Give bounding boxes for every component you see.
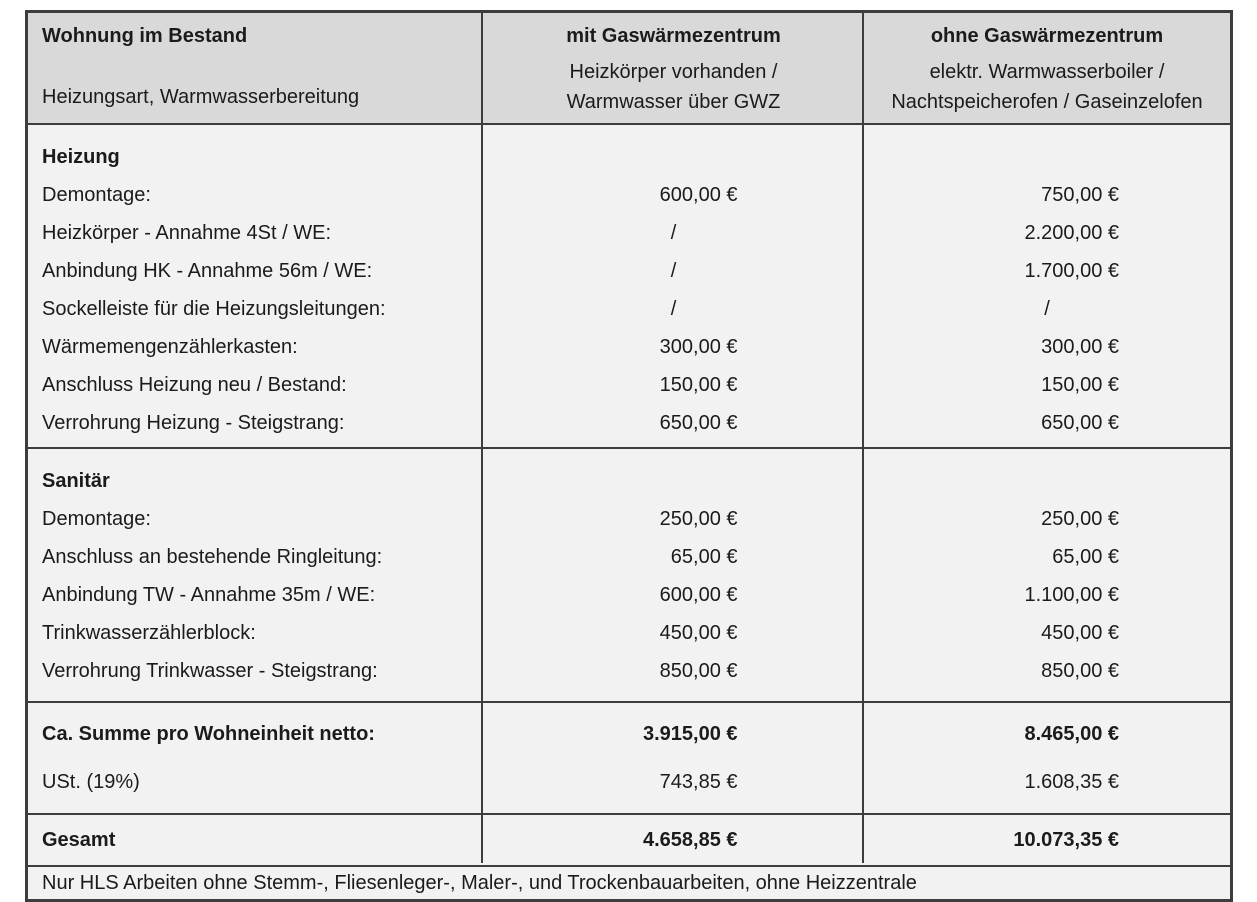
value-mit-gwz: 650,00 € <box>659 411 738 434</box>
table-row <box>28 652 1230 690</box>
total-row <box>28 815 1230 865</box>
value-ohne-gwz: 2.200,00 € <box>1024 221 1119 244</box>
footnote: Nur HLS Arbeiten ohne Stemm-, Fliesenleger-, Maler-, und Trockenbauarbeiten, ohne Heizzentrale <box>28 865 1230 899</box>
column-divider <box>481 13 483 863</box>
table-row <box>28 404 1230 442</box>
value-ohne-gwz: 300,00 € <box>1041 335 1119 358</box>
value-mit-gwz: 743,85 € <box>659 770 738 793</box>
vat-row <box>28 758 1230 806</box>
row-label: Anbindung TW - Annahme 35m / WE: <box>42 583 376 606</box>
value-mit-gwz: 450,00 € <box>659 621 738 644</box>
header-title-mit-gwz: mit Gaswärmezentrum <box>566 25 781 47</box>
value-mit-gwz: / <box>670 221 677 244</box>
row-label: Anschluss an bestehende Ringleitung: <box>42 545 383 568</box>
row-label: Sockelleiste für die Heizungsleitungen: <box>42 297 386 320</box>
value-ohne-gwz: 750,00 € <box>1041 183 1119 206</box>
header-subtitle-ohne-gwz <box>868 57 1226 117</box>
value-ohne-gwz: 65,00 € <box>1052 545 1119 568</box>
value-ohne-gwz: 8.465,00 € <box>1024 722 1119 745</box>
table-header-row <box>28 13 1230 123</box>
section-gesamt <box>28 813 1230 865</box>
value-mit-gwz: 4.658,85 € <box>642 828 738 851</box>
row-label: Gesamt <box>42 828 116 851</box>
value-ohne-gwz: 150,00 € <box>1041 373 1119 396</box>
row-label: Verrohrung Trinkwasser - Steigstrang: <box>42 659 378 682</box>
value-mit-gwz: 300,00 € <box>659 335 738 358</box>
header-title-ohne-gwz: ohne Gaswärmezentrum <box>930 25 1164 47</box>
value-ohne-gwz: 1.608,35 € <box>1024 770 1119 793</box>
section-summary <box>28 701 1230 813</box>
table-row <box>28 176 1230 214</box>
row-label: Wärmemengenzählerkasten: <box>42 335 298 358</box>
section-title-row <box>28 462 1230 500</box>
table-row <box>28 614 1230 652</box>
value-mit-gwz: 250,00 € <box>659 507 738 530</box>
value-mit-gwz: 3.915,00 € <box>642 722 738 745</box>
header-subtitle-mit-gwz <box>487 57 860 117</box>
value-mit-gwz: 600,00 € <box>659 183 738 206</box>
value-ohne-gwz: 450,00 € <box>1041 621 1119 644</box>
section-title-row <box>28 138 1230 176</box>
row-label: Anbindung HK - Annahme 56m / WE: <box>42 259 373 282</box>
value-mit-gwz: 850,00 € <box>659 659 738 682</box>
value-ohne-gwz: 10.073,35 € <box>1013 828 1119 851</box>
header-subtitle-bestand: Heizungsart, Warmwasserbereitung <box>42 86 360 108</box>
value-ohne-gwz: 250,00 € <box>1041 507 1119 530</box>
section-title-sanitaer: Sanitär <box>42 469 110 492</box>
netto-sum-row <box>28 710 1230 758</box>
table-row <box>28 290 1230 328</box>
value-mit-gwz: / <box>670 297 677 320</box>
header-title-bestand: Wohnung im Bestand <box>42 25 248 47</box>
row-label: USt. (19%) <box>42 770 140 793</box>
section-title-heizung: Heizung <box>42 145 120 168</box>
header-subtitle-line: elektr. Warmwasserboiler / <box>929 61 1165 83</box>
table-row <box>28 500 1230 538</box>
header-subtitle-line: Warmwasser über GWZ <box>566 91 781 113</box>
section-sanitaer <box>28 447 1230 701</box>
table-row <box>28 366 1230 404</box>
header-subtitle-line: Nachtspeicherofen / Gaseinzelofen <box>891 91 1203 113</box>
table-row <box>28 214 1230 252</box>
header-cell-mit-gwz <box>483 13 864 123</box>
row-label: Ca. Summe pro Wohneinheit netto: <box>42 722 375 745</box>
table-row <box>28 328 1230 366</box>
table-row <box>28 576 1230 614</box>
table-row <box>28 538 1230 576</box>
value-ohne-gwz: / <box>1044 297 1050 320</box>
row-label: Anschluss Heizung neu / Bestand: <box>42 373 347 396</box>
value-ohne-gwz: 650,00 € <box>1041 411 1119 434</box>
row-label: Heizkörper - Annahme 4St / WE: <box>42 221 332 244</box>
column-divider <box>862 13 864 863</box>
row-label: Demontage: <box>42 507 151 530</box>
row-label: Demontage: <box>42 183 151 206</box>
cost-comparison-table <box>25 10 1233 902</box>
row-label: Verrohrung Heizung - Steigstrang: <box>42 411 345 434</box>
header-cell-bestand <box>28 13 483 123</box>
header-subtitle-line: Heizkörper vorhanden / <box>569 61 778 83</box>
value-mit-gwz: 150,00 € <box>659 373 738 396</box>
value-mit-gwz: 65,00 € <box>670 545 738 568</box>
value-ohne-gwz: 1.700,00 € <box>1024 259 1119 282</box>
value-mit-gwz: / <box>670 259 677 282</box>
row-label: Trinkwasserzählerblock: <box>42 621 256 644</box>
table-row <box>28 252 1230 290</box>
value-ohne-gwz: 1.100,00 € <box>1024 583 1119 606</box>
value-ohne-gwz: 850,00 € <box>1041 659 1119 682</box>
value-mit-gwz: 600,00 € <box>659 583 738 606</box>
section-heizung <box>28 123 1230 447</box>
header-cell-ohne-gwz <box>864 13 1230 123</box>
